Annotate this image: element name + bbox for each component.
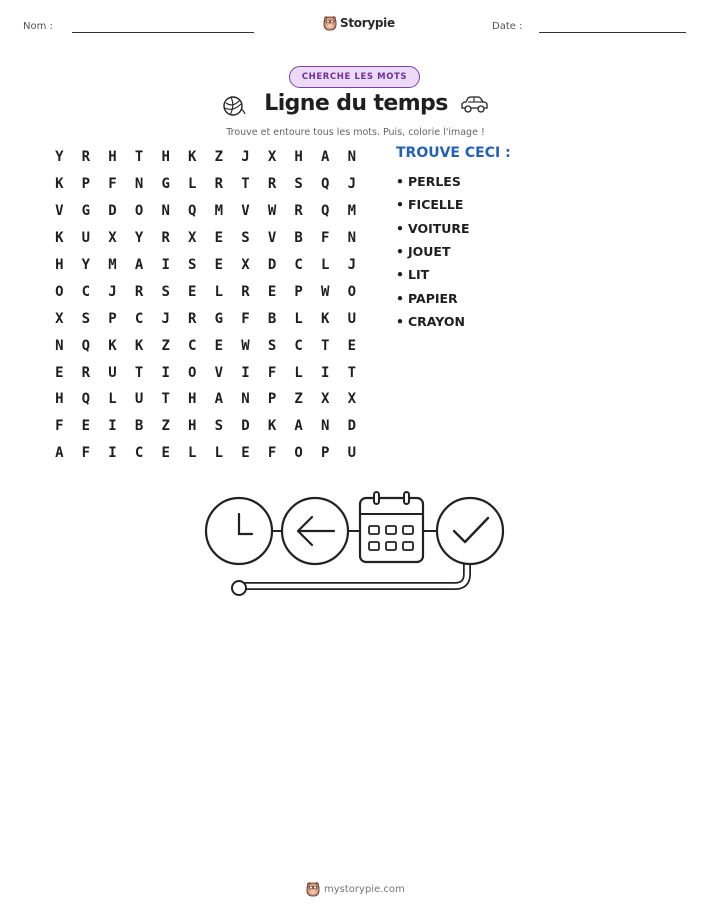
grid-cell[interactable]: R: [161, 230, 170, 247]
grid-cell[interactable]: O: [188, 364, 197, 381]
grid-cell[interactable]: R: [134, 283, 144, 300]
grid-cell[interactable]: W: [321, 283, 330, 300]
grid-cell[interactable]: Q: [321, 176, 330, 193]
grid-cell[interactable]: H: [188, 391, 197, 408]
grid-cell[interactable]: L: [214, 283, 224, 300]
grid-cell[interactable]: E: [188, 283, 197, 300]
grid-cell[interactable]: P: [81, 176, 91, 193]
word-list-item: [396, 286, 470, 309]
grid-cell[interactable]: G: [161, 176, 170, 193]
grid-cell[interactable]: K: [134, 337, 144, 354]
grid-cell[interactable]: F: [55, 418, 64, 435]
grid-cell[interactable]: U: [347, 310, 357, 327]
grid-cell[interactable]: R: [267, 176, 277, 193]
grid-cell[interactable]: D: [267, 257, 277, 273]
grid-cell[interactable]: S: [241, 230, 250, 247]
grid-cell[interactable]: S: [294, 176, 303, 193]
grid-cell[interactable]: A: [321, 149, 330, 166]
grid-cell[interactable]: A: [294, 418, 303, 435]
grid-cell[interactable]: U: [81, 230, 91, 247]
bullet: •: [396, 313, 404, 329]
grid-cell[interactable]: D: [347, 418, 357, 435]
grid-cell[interactable]: K: [188, 149, 197, 166]
bullet: •: [396, 220, 404, 236]
grid-cell[interactable]: A: [214, 391, 224, 408]
grid-cell[interactable]: Y: [55, 149, 64, 166]
grid-cell[interactable]: I: [241, 364, 250, 381]
grid-cell[interactable]: K: [55, 230, 64, 247]
grid-cell[interactable]: R: [294, 203, 303, 220]
grid-cell[interactable]: U: [108, 364, 117, 381]
grid-cell[interactable]: C: [188, 337, 197, 354]
grid-cell[interactable]: I: [161, 364, 170, 381]
timeline-illustration: [198, 488, 508, 600]
grid-cell[interactable]: F: [321, 230, 330, 247]
back-arrow-icon: [282, 498, 348, 564]
grid-cell[interactable]: F: [81, 445, 91, 462]
grid-cell[interactable]: S: [267, 337, 277, 354]
grid-cell[interactable]: T: [321, 337, 330, 354]
grid-cell[interactable]: F: [241, 310, 250, 327]
grid-cell[interactable]: X: [267, 149, 277, 166]
grid-cell[interactable]: Z: [214, 149, 224, 166]
grid-cell[interactable]: U: [134, 391, 144, 408]
grid-cell[interactable]: C: [134, 310, 144, 327]
grid-cell[interactable]: X: [108, 230, 117, 247]
storypie-mascot-icon: [306, 881, 320, 897]
grid-cell[interactable]: R: [81, 149, 91, 166]
word-list-item: [396, 240, 470, 263]
yarn-ball-icon: [222, 95, 246, 117]
grid-cell[interactable]: L: [188, 445, 197, 462]
grid-cell[interactable]: U: [347, 445, 357, 462]
grid-cell[interactable]: Q: [188, 203, 197, 220]
grid-cell[interactable]: T: [134, 149, 144, 166]
grid-cell[interactable]: D: [241, 418, 250, 435]
grid-cell[interactable]: Q: [81, 337, 91, 354]
name-line: [72, 32, 254, 33]
grid-cell[interactable]: K: [321, 310, 330, 327]
grid-cell[interactable]: Y: [81, 257, 91, 273]
grid-cell[interactable]: L: [321, 257, 330, 273]
grid-cell[interactable]: S: [81, 310, 91, 327]
grid-cell[interactable]: T: [134, 364, 144, 381]
grid-cell[interactable]: L: [188, 176, 197, 193]
grid-cell[interactable]: X: [55, 310, 64, 327]
grid-cell[interactable]: N: [347, 230, 357, 247]
bullet: •: [396, 244, 404, 260]
grid-cell[interactable]: H: [55, 391, 64, 408]
word-list-item: [396, 193, 470, 216]
grid-cell[interactable]: P: [294, 283, 303, 300]
grid-cell[interactable]: N: [347, 149, 357, 166]
grid-cell[interactable]: O: [294, 445, 303, 462]
grid-cell[interactable]: P: [108, 310, 117, 327]
word-search-grid[interactable]: [46, 144, 366, 467]
grid-cell[interactable]: E: [267, 283, 277, 300]
grid-cell[interactable]: R: [81, 364, 91, 381]
grid-cell[interactable]: C: [134, 445, 144, 462]
grid-cell[interactable]: M: [347, 203, 357, 220]
activity-tag: CHERCHE LES MOTS: [289, 66, 420, 88]
grid-cell[interactable]: H: [108, 149, 117, 166]
bullet: •: [396, 267, 404, 283]
clock-icon: [206, 498, 272, 564]
grid-cell[interactable]: H: [294, 149, 303, 166]
grid-cell[interactable]: I: [108, 418, 117, 435]
grid-cell[interactable]: D: [108, 203, 117, 220]
grid-cell[interactable]: H: [161, 149, 170, 166]
grid-cell[interactable]: E: [241, 445, 250, 462]
grid-cell[interactable]: V: [241, 203, 250, 220]
word-list-item: [396, 217, 470, 240]
grid-cell[interactable]: O: [134, 203, 144, 220]
grid-cell[interactable]: I: [161, 257, 170, 273]
calendar-icon: [360, 492, 423, 562]
grid-cell[interactable]: K: [55, 176, 64, 193]
grid-cell[interactable]: F: [108, 176, 117, 193]
grid-cell[interactable]: A: [55, 445, 64, 462]
grid-cell[interactable]: Z: [294, 391, 303, 408]
grid-cell[interactable]: N: [55, 337, 64, 354]
grid-cell[interactable]: C: [81, 283, 91, 300]
toy-car-icon: [459, 94, 489, 116]
bullet: •: [396, 174, 404, 190]
grid-cell[interactable]: T: [161, 391, 170, 408]
grid-cell[interactable]: L: [108, 391, 117, 408]
grid-cell[interactable]: W: [241, 337, 250, 354]
grid-cell[interactable]: V: [55, 203, 64, 220]
grid-cell[interactable]: I: [321, 364, 330, 381]
grid-cell[interactable]: X: [188, 230, 197, 247]
date-line: [539, 32, 686, 33]
grid-cell[interactable]: P: [321, 445, 330, 462]
word-text: PAPIER: [408, 290, 458, 306]
grid-cell[interactable]: E: [214, 257, 224, 273]
footer: [306, 879, 405, 899]
grid-cell[interactable]: J: [241, 149, 250, 166]
date-label: Date :: [492, 21, 523, 32]
grid-cell[interactable]: R: [214, 176, 224, 193]
grid-cell[interactable]: L: [294, 364, 303, 381]
grid-cell[interactable]: Q: [81, 391, 91, 408]
word-text: JOUET: [408, 244, 451, 260]
grid-cell[interactable]: R: [241, 283, 250, 300]
grid-cell[interactable]: Z: [161, 418, 170, 435]
grid-cell[interactable]: A: [134, 257, 144, 273]
grid-cell[interactable]: N: [241, 391, 250, 408]
grid-cell[interactable]: M: [108, 257, 117, 273]
grid-cell[interactable]: V: [267, 230, 277, 247]
word-list-title: TROUVE CECI :: [396, 145, 511, 161]
grid-cell[interactable]: C: [294, 257, 303, 273]
grid-cell[interactable]: X: [321, 391, 330, 408]
name-label: Nom :: [23, 21, 53, 32]
grid-cell[interactable]: E: [81, 418, 91, 435]
bullet: •: [396, 290, 404, 306]
grid-cell[interactable]: T: [241, 176, 250, 193]
grid-cell[interactable]: L: [214, 445, 224, 462]
grid-cell[interactable]: K: [108, 337, 117, 354]
grid-cell[interactable]: T: [347, 364, 357, 381]
grid-cell[interactable]: F: [267, 364, 277, 381]
grid-cell[interactable]: G: [81, 203, 91, 220]
grid-cell[interactable]: J: [347, 176, 357, 193]
grid-cell[interactable]: F: [267, 445, 277, 462]
grid-cell[interactable]: O: [55, 283, 64, 300]
grid-cell[interactable]: Q: [321, 203, 330, 220]
grid-cell[interactable]: N: [134, 176, 144, 193]
word-text: FICELLE: [408, 197, 464, 213]
grid-cell[interactable]: G: [214, 310, 224, 327]
bullet: •: [396, 197, 404, 213]
grid-cell[interactable]: H: [55, 257, 64, 273]
grid-cell[interactable]: V: [214, 364, 224, 381]
brand-logo: [323, 13, 395, 33]
grid-cell[interactable]: Z: [161, 337, 170, 354]
grid-cell[interactable]: R: [188, 310, 197, 327]
checkmark-icon: [437, 498, 503, 564]
word-text: CRAYON: [408, 313, 465, 329]
word-text: PERLES: [408, 174, 461, 190]
page-title: Ligne du temps: [264, 91, 448, 116]
grid-cell[interactable]: J: [347, 257, 357, 273]
word-text: VOITURE: [408, 220, 470, 236]
grid-cell[interactable]: C: [294, 337, 303, 354]
grid-cell[interactable]: E: [161, 445, 170, 462]
grid-cell[interactable]: H: [188, 418, 197, 435]
storypie-mascot-icon: [323, 15, 337, 31]
grid-cell[interactable]: E: [347, 337, 357, 354]
grid-cell[interactable]: M: [214, 203, 224, 220]
word-list-item: [396, 170, 470, 193]
grid-cell[interactable]: X: [347, 391, 357, 408]
word-list-item: [396, 263, 470, 286]
grid-cell[interactable]: L: [294, 310, 303, 327]
grid-cell[interactable]: X: [241, 257, 250, 273]
word-text: LIT: [408, 267, 430, 283]
grid-cell[interactable]: O: [347, 283, 357, 300]
grid-cell[interactable]: B: [134, 418, 144, 435]
word-list: [396, 170, 470, 333]
grid-cell[interactable]: W: [267, 203, 277, 220]
footer-url: mystorypie.com: [324, 883, 405, 895]
grid-cell[interactable]: K: [267, 418, 277, 435]
grid-cell[interactable]: B: [267, 310, 277, 327]
grid-cell[interactable]: N: [161, 203, 170, 220]
grid-cell[interactable]: I: [108, 445, 117, 462]
grid-cell[interactable]: B: [294, 230, 303, 247]
grid-cell[interactable]: S: [214, 418, 224, 435]
grid-cell[interactable]: E: [55, 364, 64, 381]
grid-cell[interactable]: J: [108, 283, 117, 300]
grid-cell[interactable]: N: [321, 418, 330, 435]
grid-cell[interactable]: E: [214, 230, 224, 247]
grid-cell[interactable]: P: [267, 391, 277, 408]
grid-cell[interactable]: S: [161, 283, 170, 300]
instructions: Trouve et entoure tous les mots. Puis, colorie l'image !: [226, 127, 485, 138]
grid-cell[interactable]: J: [161, 310, 170, 327]
grid-cell[interactable]: E: [214, 337, 224, 354]
grid-cell[interactable]: Y: [134, 230, 144, 247]
grid-cell[interactable]: S: [188, 257, 197, 273]
brand-name: Storypie: [340, 16, 395, 30]
word-list-item: [396, 310, 470, 333]
